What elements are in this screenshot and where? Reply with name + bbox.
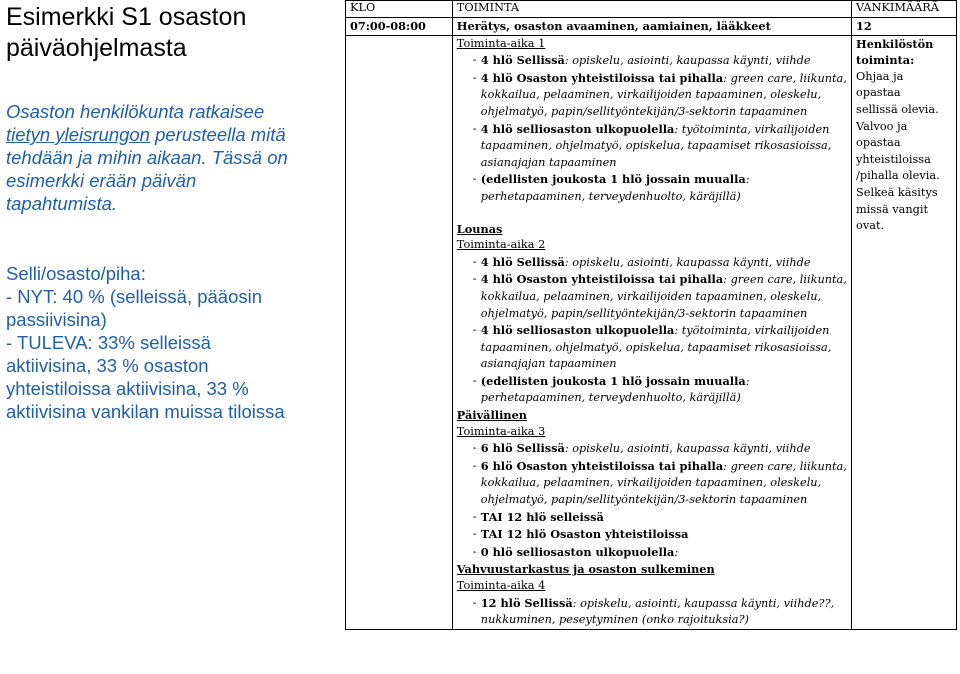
row-time: 07:00-08:00 [346, 18, 453, 36]
staff-note-line: Ohjaa ja [856, 69, 904, 83]
intro-text [6, 100, 296, 215]
policy-heading: Selli/osasto/piha: [6, 263, 146, 284]
list-item: - 6 hlö Sellissä: opiskelu, asiointi, kaupassa käynti, viihde [472, 441, 811, 456]
list-item: - 4 hlö Osaston yhteistiloissa tai pihalla: green care, liikunta, kokkailua, pelaaminen, virkailijoiden tapaaminen, oleskelu, ohjelmatyö, papin/sellityöntekijän/3-sektorin tapaaminen [472, 70, 847, 118]
page-title: Esimerkki S1 osaston päiväohjelmasta [6, 3, 247, 62]
slot-1-label: Toiminta-aika 1 [456, 36, 546, 50]
list-item: - 4 hlö Sellissä: opiskelu, asiointi, kaupassa käynti, viihde [472, 254, 811, 269]
list-item: - TAI 12 hlö selleissä [472, 509, 604, 524]
staff-note-line: sellissä olevia. [856, 102, 939, 116]
intro-before: Osaston henkilökunta ratkaisee [6, 101, 265, 122]
col-header-activity: TOIMINTA [452, 1, 851, 18]
list-item: - 4 hlö Osaston yhteistiloissa tai pihalla: green care, liikunta, kokkailua, pelaaminen, virkailijoiden tapaaminen, oleskelu, ohjelmatyö, papin/sellityöntekijän/3-sektorin tapaaminen [472, 272, 847, 320]
dinner-label: Päivällinen [456, 408, 527, 423]
row-activity: Herätys, osaston avaaminen, aamiainen, lääkkeet [452, 18, 851, 36]
list-item: - 0 hlö selliosaston ulkopuolella: [472, 544, 679, 559]
list-item: - 6 hlö Osaston yhteistiloissa tai pihalla: green care, liikunta, kokkailua, pelaaminen, virkailijoiden tapaaminen, oleskelu, ohjelmatyö, papin/sellityöntekijän/3-sektorin tapaaminen [472, 458, 847, 507]
slot-3-label: Toiminta-aika 3 [456, 424, 546, 438]
row-count: 12 [852, 18, 957, 36]
list-item: - TAI 12 hlö Osaston yhteistiloissa [472, 527, 689, 542]
left-panel [0, 0, 300, 674]
staff-note-line: opastaa [856, 86, 901, 100]
staff-note-line: missä vangit [856, 202, 929, 216]
slot-4-label: Toiminta-aika 4 [456, 579, 546, 592]
list-item: - 12 hlö Sellissä: opiskelu, asiointi, kaupassa käynti, viihde??, nukkuminen, peseytyminen (onko rajoituksia?) [472, 595, 835, 627]
staff-note-line: /pihalla olevia. [856, 169, 940, 183]
list-item: - (edellisten joukosta 1 hlö jossain muualla: perhetapaaminen, terveydenhuolto, käräjillä) [472, 373, 750, 405]
col-header-time: KLO [346, 1, 453, 18]
schedule-table [345, 0, 957, 630]
staff-note-cell [852, 35, 957, 629]
intro-link[interactable]: tietyn yleisrungon [6, 124, 150, 145]
list-item: - 4 hlö Sellissä: opiskelu, asiointi, kaupassa käynti, viihde [472, 53, 811, 68]
policy-future: - TULEVA: 33% selleissä aktiivisina, 33 % osaston yhteistiloissa aktiivisina, 33 % aktiivisina vankilan muissa tiloissa [6, 332, 285, 422]
row-time-empty [346, 35, 453, 629]
staff-note-line: opastaa [856, 136, 901, 150]
col-header-count: VANKIMÄÄRÄ [852, 1, 957, 18]
staff-note-heading: Henkilöstön toiminta: [856, 36, 934, 68]
day-program-cell [452, 35, 851, 629]
table-row [346, 18, 957, 36]
table-row [346, 35, 957, 629]
staff-note-line: Selkeä käsitys [856, 185, 938, 199]
table-header-row [346, 1, 957, 18]
staff-note-line: yhteistiloissa [856, 152, 931, 166]
slot-2-label: Toiminta-aika 2 [456, 238, 546, 252]
list-item: - (edellisten joukosta 1 hlö jossain muualla: perhetapaaminen, terveydenhuolto, käräjillä) [472, 172, 750, 203]
list-item: - 4 hlö selliosaston ulkopuolella: työtoiminta, virkailijoiden tapaaminen, ohjelmatyö, opiskelua, tapaamiset rikosasioissa, asianajajan tapaaminen [472, 323, 832, 371]
lunch-label: Lounas [456, 221, 503, 236]
staff-note-line: Valvoo ja [856, 119, 908, 133]
policy-now: - NYT: 40 % (selleissä, pääosin passiivisina) [6, 286, 263, 330]
intro-after: perusteella mitä tehdään ja mihin aikaan. Tässä on esimerkki erään päivän tapahtumista. [6, 124, 288, 214]
closing-label: Vahvuustarkastus ja osaston sulkeminen [456, 562, 715, 577]
list-item: - 4 hlö selliosaston ulkopuolella: työtoiminta, virkailijoiden tapaaminen, ohjelmatyö, opiskelua, tapaamiset rikosasioissa, asianajajan tapaaminen [472, 121, 832, 169]
policy-text [6, 262, 296, 423]
staff-note-line: ovat. [856, 219, 885, 233]
